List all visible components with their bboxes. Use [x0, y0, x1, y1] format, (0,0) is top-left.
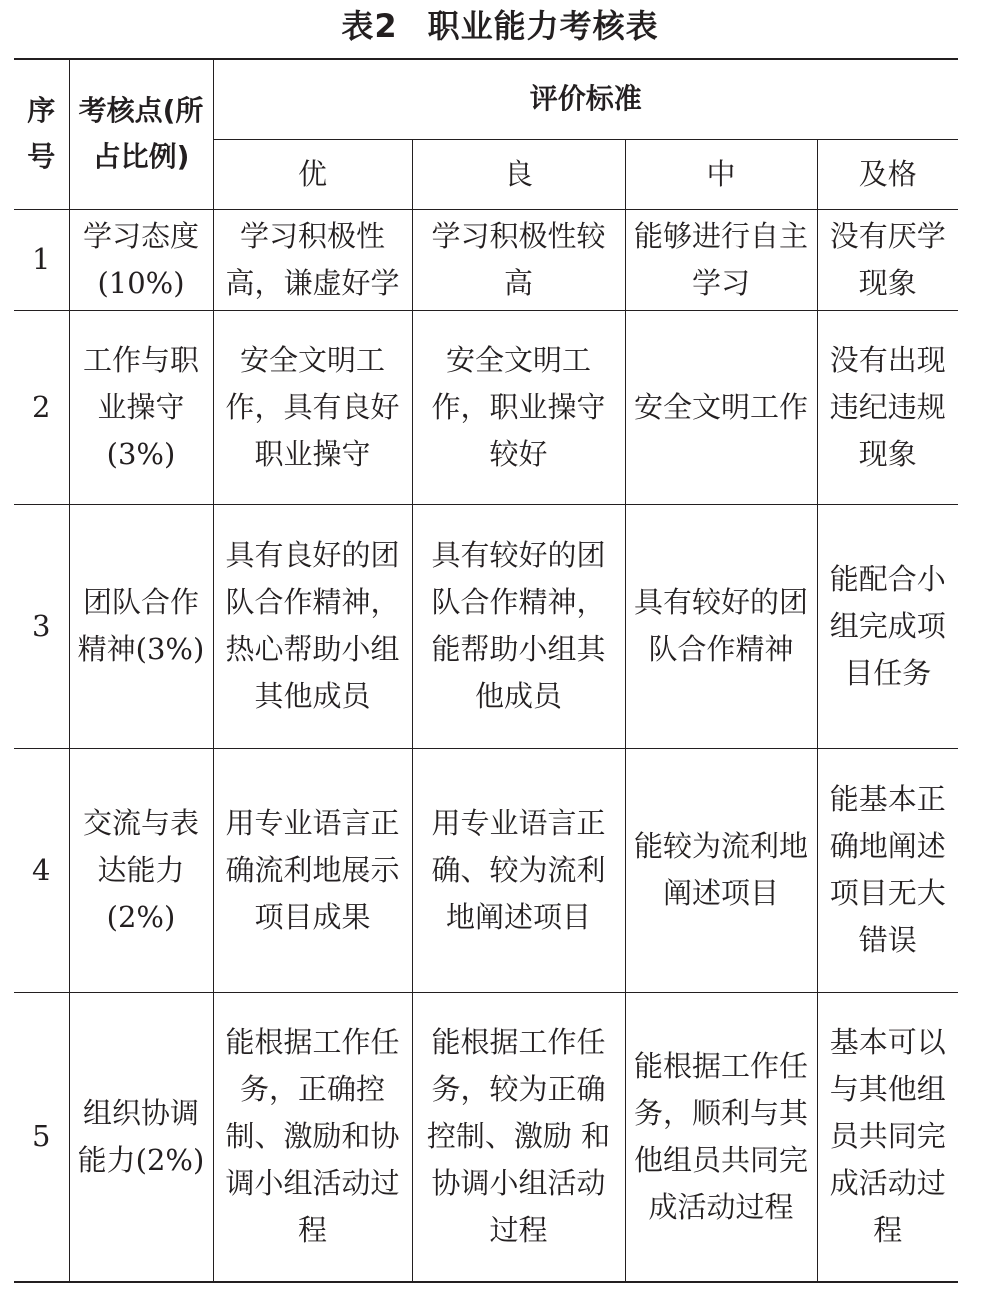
- row-medium: 安全文明工作: [625, 310, 817, 504]
- table-name: 职业能力考核表: [427, 7, 659, 45]
- row-good: 能根据工作任务，较为正确控制、激励 和协调小组活动过程: [412, 992, 625, 1282]
- row-medium: 能够进行自主学习: [625, 209, 817, 310]
- row-pass: 没有出现违纪违规现象: [817, 310, 958, 504]
- row-pass: 基本可以与其他组员共同完成活动过程: [817, 992, 958, 1282]
- row-excellent: 能根据工作任务，正确控制、激励和协调小组活动过程: [213, 992, 412, 1282]
- row-seq: 3: [14, 504, 69, 748]
- row-good: 学习积极性较高: [412, 209, 625, 310]
- header-row-top: [14, 59, 958, 139]
- row-medium: 能根据工作任务，顺利与其他组员共同完成活动过程: [625, 992, 817, 1282]
- row-good: 安全文明工作，职业操守较好: [412, 310, 625, 504]
- table-row: [14, 310, 958, 504]
- header-grade-excellent: 优: [213, 139, 412, 209]
- row-pass: 没有厌学现象: [817, 209, 958, 310]
- row-seq: 1: [14, 209, 69, 310]
- row-seq: 4: [14, 748, 69, 992]
- table-number: 表2: [341, 7, 398, 45]
- row-seq: 2: [14, 310, 69, 504]
- assessment-table: [14, 58, 958, 1283]
- table-title: [0, 4, 1000, 48]
- row-pass: 能基本正确地阐述项目无大错误: [817, 748, 958, 992]
- header-assessment-point: 考核点(所占比例): [69, 59, 213, 209]
- row-pass: 能配合小组完成项目任务: [817, 504, 958, 748]
- table-row: [14, 209, 958, 310]
- row-good: 用专业语言正确、较为流利地阐述项目: [412, 748, 625, 992]
- table-row: [14, 504, 958, 748]
- row-excellent: 学习积极性高，谦虚好学: [213, 209, 412, 310]
- header-grade-good: 良: [412, 139, 625, 209]
- row-point: 交流与表达能力(2%): [69, 748, 213, 992]
- table-row: [14, 992, 958, 1282]
- header-criteria: 评价标准: [213, 59, 958, 139]
- row-medium: 具有较好的团队合作精神: [625, 504, 817, 748]
- header-seq: 序号: [14, 59, 69, 209]
- row-point: 工作与职业操守(3%): [69, 310, 213, 504]
- row-point: 组织协调能力(2%): [69, 992, 213, 1282]
- header-grade-pass: 及格: [817, 139, 958, 209]
- row-excellent: 用专业语言正确流利地展示项目成果: [213, 748, 412, 992]
- row-excellent: 安全文明工作，具有良好职业操守: [213, 310, 412, 504]
- header-grade-medium: 中: [625, 139, 817, 209]
- row-excellent: 具有良好的团队合作精神，热心帮助小组其他成员: [213, 504, 412, 748]
- row-seq: 5: [14, 992, 69, 1282]
- row-good: 具有较好的团队合作精神，能帮助小组其他成员: [412, 504, 625, 748]
- table-row: [14, 748, 958, 992]
- row-point: 学习态度(10%): [69, 209, 213, 310]
- row-point: 团队合作精神(3%): [69, 504, 213, 748]
- row-medium: 能较为流利地阐述项目: [625, 748, 817, 992]
